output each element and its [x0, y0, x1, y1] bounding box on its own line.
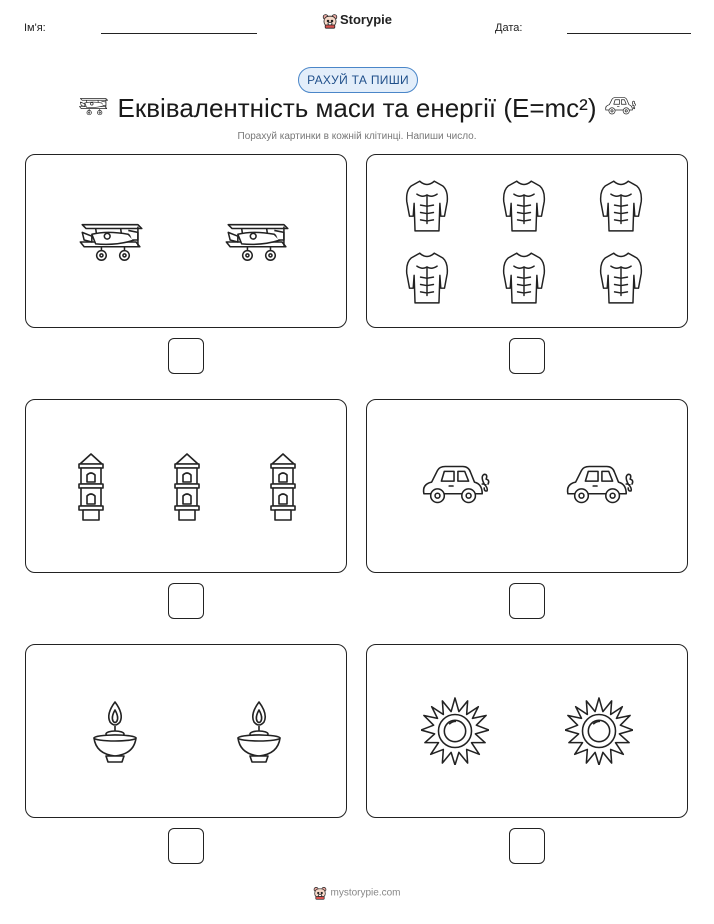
footer	[0, 886, 714, 900]
toy-car-icon	[564, 462, 634, 508]
torso-icon	[501, 179, 547, 235]
answer-box[interactable]	[168, 828, 204, 864]
oil-lamp-icon	[234, 700, 284, 766]
count-cell-suns	[366, 644, 688, 818]
date-line[interactable]	[567, 33, 691, 34]
bear-icon	[313, 886, 327, 900]
answer-box[interactable]	[509, 338, 545, 374]
answer-box[interactable]	[168, 338, 204, 374]
activity-badge: РАХУЙ ТА ПИШИ	[298, 67, 418, 93]
sun-icon	[565, 697, 633, 765]
torso-icon	[598, 179, 644, 235]
torso-icon	[501, 251, 547, 307]
biplane-icon	[224, 217, 292, 265]
tower-icon	[268, 452, 298, 522]
car-decoration-icon	[604, 95, 636, 117]
brand-logo	[0, 12, 714, 29]
count-cell-biplanes	[25, 154, 347, 328]
count-cell-torsos	[366, 154, 688, 328]
date-label: Дата:	[495, 22, 523, 34]
torso-icon	[598, 251, 644, 307]
page-title: Еквівалентність маси та енергії (E=mc²)	[117, 93, 597, 123]
sun-icon	[421, 697, 489, 765]
answer-box[interactable]	[509, 583, 545, 619]
brand-name: Storypie	[339, 12, 392, 27]
answer-box[interactable]	[509, 828, 545, 864]
tower-icon	[76, 452, 106, 522]
answer-box[interactable]	[168, 583, 204, 619]
biplane-icon	[78, 217, 146, 265]
count-cell-toy-cars	[366, 399, 688, 573]
bear-icon	[322, 13, 338, 29]
footer-url[interactable]: mystorypie.com	[330, 887, 401, 899]
count-cell-oil-lamps	[25, 644, 347, 818]
oil-lamp-icon	[90, 700, 140, 766]
torso-icon	[404, 251, 450, 307]
name-label: Ім'я:	[24, 22, 46, 34]
toy-car-icon	[420, 462, 490, 508]
name-line[interactable]	[101, 33, 257, 34]
count-cell-towers	[25, 399, 347, 573]
torso-icon	[404, 179, 450, 235]
instructions: Порахуй картинки в кожній клітинці. Напиши число.	[237, 131, 477, 142]
tower-icon	[172, 452, 202, 522]
